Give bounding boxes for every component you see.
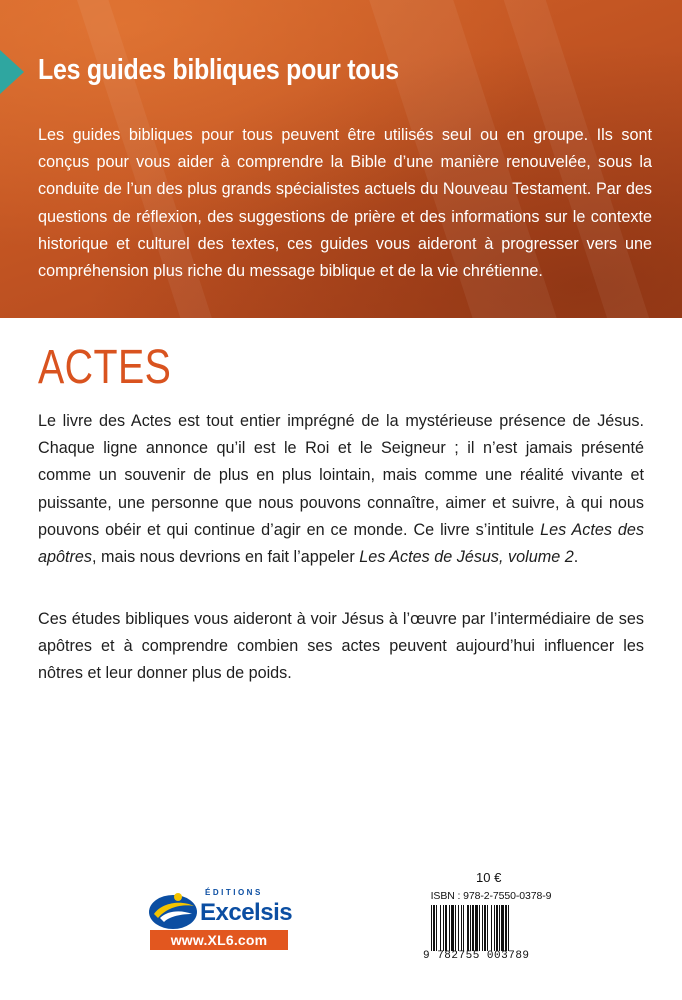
- barcode-bar: [463, 905, 464, 951]
- barcode-bar: [455, 905, 456, 951]
- barcode-bar: [487, 905, 488, 951]
- barcode-bar: [440, 905, 441, 951]
- barcode-bar: [479, 905, 480, 951]
- barcode-bar: [482, 905, 483, 951]
- book-summary-paragraph: Ces études bibliques vous aideront à voir Jésus à l’œuvre par l’intermédiaire de ses apôtres et à comprendre combien ses actes peuvent aujourd’hui influencer les nôtres et leur donner plus de poids.: [38, 610, 644, 683]
- teal-triangle-icon: [0, 50, 24, 94]
- book-description-paragraph: [38, 408, 644, 571]
- barcode-bar: [436, 905, 437, 951]
- series-title: Les guides bibliques pour tous: [38, 54, 399, 86]
- isbn-text: ISBN : 978-2-7550-0378-9: [430, 890, 552, 902]
- barcode-bar: [449, 905, 450, 951]
- barcode-bar: [433, 905, 435, 951]
- publisher-name: Excelsis: [200, 899, 293, 926]
- barcode-bar: [508, 905, 509, 951]
- paragraph-text: , mais nous devrions en fait l’appeler: [92, 548, 360, 567]
- barcode-bar: [499, 905, 500, 951]
- barcode-bar: [494, 905, 495, 951]
- barcode-bar: [475, 905, 478, 951]
- top-banner: [0, 0, 682, 318]
- barcode-bar: [451, 905, 454, 951]
- barcode-bar: [484, 905, 486, 951]
- italic-title: Les Actes de Jésus, volume 2: [359, 548, 574, 567]
- barcode-bar: [458, 905, 459, 951]
- barcode-bar: [472, 905, 474, 951]
- barcode-bar: [491, 905, 492, 951]
- paragraph-text: .: [573, 548, 579, 567]
- price: 10 €: [476, 870, 502, 885]
- paragraph-text: Le livre des Actes est tout entier imprégné de la mystérieuse présence de Jésus. Chaque ligne annonce qu’il est le Roi et le Seigneur ; il n’est jamais présenté comme un souvenir de plus en plus lointain, mais comme une réalité vivante et puissante, une personne que nous pouvons connaître, aimer et suivre, à qui nous pouvons obéir et qui continue d’agir en ce monde. Ce livre s’intitule: [38, 412, 644, 539]
- isbn-barcode: [423, 888, 559, 983]
- barcode-bar: [470, 905, 471, 951]
- barcode-bar: [443, 905, 444, 951]
- barcode-bar: [505, 905, 507, 951]
- barcode-bar: [431, 905, 432, 951]
- barcode-bar: [467, 905, 469, 951]
- series-description: Les guides bibliques pour tous peuvent être utilisés seul ou en groupe. Ils sont conçus pour vous aider à comprendre la Bible d’une manière renouvelée, sous la conduite de l’un des plus grands spécialistes actuels du Nouveau Testament. Par des questions de réflexion, des suggestions de prière et des informations sur le contexte historique et culturel des textes, ces guides vous aideront à progresser vers une compréhension plus riche du message biblique et de la vie chrétienne.: [38, 126, 652, 281]
- italic-title: Les Actes des apôtres: [38, 520, 644, 567]
- barcode-digits: 9 782755 003789: [423, 950, 530, 962]
- barcode-bar: [445, 905, 447, 951]
- publisher-swoosh-icon: [148, 888, 200, 932]
- publisher-url: www.XL6.com: [150, 930, 288, 950]
- publisher-editions-label: ÉDITIONS: [205, 888, 263, 897]
- barcode-bar: [496, 905, 498, 951]
- barcode-bar: [501, 905, 504, 951]
- barcode-bar: [461, 905, 462, 951]
- book-title: ACTES: [38, 341, 172, 394]
- barcode-bars: [429, 905, 553, 951]
